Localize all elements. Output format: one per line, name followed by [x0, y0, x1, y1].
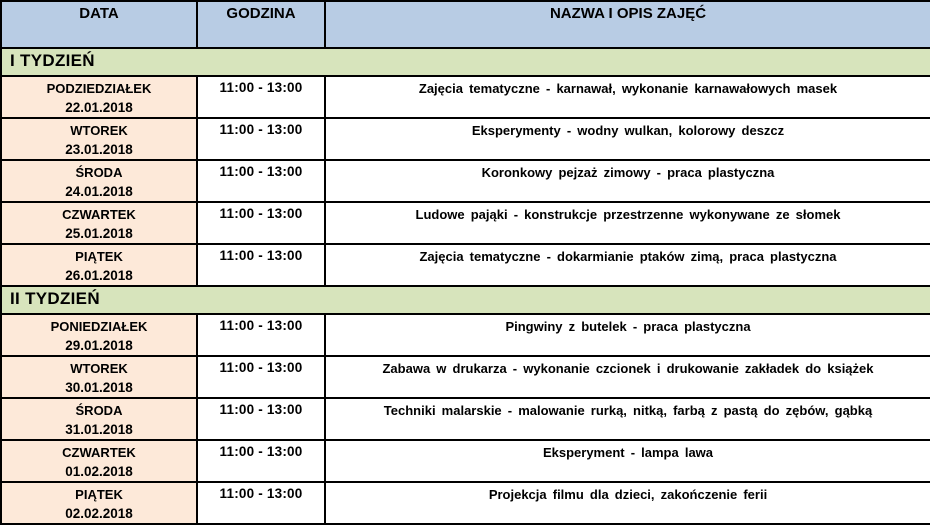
day-name: PONIEDZIAŁEK: [50, 319, 148, 334]
activity-cell: Pingwiny z butelek - praca plastyczna: [325, 314, 930, 356]
day-name: PIĄTEK: [75, 249, 123, 264]
day-date: 22.01.2018: [65, 100, 133, 115]
day-cell: [1, 440, 197, 482]
table-row: [1, 76, 930, 118]
activity-cell: Zabawa w drukarza - wykonanie czcionek i drukowanie zakładek do książek: [325, 356, 930, 398]
day-name: ŚRODA: [75, 403, 123, 418]
day-date: 25.01.2018: [65, 226, 133, 241]
activity-cell: Zajęcia tematyczne - karnawał, wykonanie karnawałowych masek: [325, 76, 930, 118]
section-label: I TYDZIEŃ: [1, 48, 930, 76]
table-row: [1, 202, 930, 244]
time-cell: 11:00 - 13:00: [197, 356, 325, 398]
day-date: 29.01.2018: [65, 338, 133, 353]
day-cell: [1, 76, 197, 118]
table-row: [1, 356, 930, 398]
time-cell: 11:00 - 13:00: [197, 76, 325, 118]
activity-cell: Zajęcia tematyczne - dokarmianie ptaków zimą, praca plastyczna: [325, 244, 930, 286]
day-cell: [1, 398, 197, 440]
time-cell: 11:00 - 13:00: [197, 202, 325, 244]
day-name: WTOREK: [70, 123, 128, 138]
time-cell: 11:00 - 13:00: [197, 440, 325, 482]
day-date: 02.02.2018: [65, 506, 133, 521]
day-cell: [1, 314, 197, 356]
day-name: WTOREK: [70, 361, 128, 376]
header-cell-data: DATA: [1, 1, 197, 48]
activity-cell: Eksperyment - lampa lawa: [325, 440, 930, 482]
day-name: PIĄTEK: [75, 487, 123, 502]
day-cell: [1, 118, 197, 160]
activity-cell: Ludowe pająki - konstrukcje przestrzenne wykonywane ze słomek: [325, 202, 930, 244]
section-label: II TYDZIEŃ: [1, 286, 930, 314]
day-date: 24.01.2018: [65, 184, 133, 199]
section-header-week-2: [1, 286, 930, 314]
activity-cell: Koronkowy pejzaż zimowy - praca plastyczna: [325, 160, 930, 202]
table-row: [1, 160, 930, 202]
time-cell: 11:00 - 13:00: [197, 482, 325, 524]
header-row: [1, 1, 930, 48]
day-date: 01.02.2018: [65, 464, 133, 479]
day-cell: [1, 160, 197, 202]
day-name: CZWARTEK: [62, 207, 136, 222]
activity-cell: Eksperymenty - wodny wulkan, kolorowy deszcz: [325, 118, 930, 160]
table-row: [1, 244, 930, 286]
day-cell: [1, 482, 197, 524]
day-name: PODZIEDZIAŁEK: [46, 81, 152, 96]
table-row: [1, 314, 930, 356]
time-cell: 11:00 - 13:00: [197, 118, 325, 160]
activity-cell: Projekcja filmu dla dzieci, zakończenie ferii: [325, 482, 930, 524]
day-date: 31.01.2018: [65, 422, 133, 437]
day-date: 26.01.2018: [65, 268, 133, 283]
day-name: CZWARTEK: [62, 445, 136, 460]
time-cell: 11:00 - 13:00: [197, 244, 325, 286]
day-cell: [1, 244, 197, 286]
table-row: [1, 482, 930, 524]
time-cell: 11:00 - 13:00: [197, 160, 325, 202]
table-row: [1, 398, 930, 440]
day-cell: [1, 356, 197, 398]
day-cell: [1, 202, 197, 244]
header-cell-godzina: GODZINA: [197, 1, 325, 48]
time-cell: 11:00 - 13:00: [197, 398, 325, 440]
section-header-week-1: [1, 48, 930, 76]
table-row: [1, 118, 930, 160]
day-date: 23.01.2018: [65, 142, 133, 157]
table-row: [1, 440, 930, 482]
header-cell-nazwa: NAZWA I OPIS ZAJĘĆ: [325, 1, 930, 48]
activity-cell: Techniki malarskie - malowanie rurką, nitką, farbą z pastą do zębów, gąbką: [325, 398, 930, 440]
day-date: 30.01.2018: [65, 380, 133, 395]
day-name: ŚRODA: [75, 165, 123, 180]
time-cell: 11:00 - 13:00: [197, 314, 325, 356]
